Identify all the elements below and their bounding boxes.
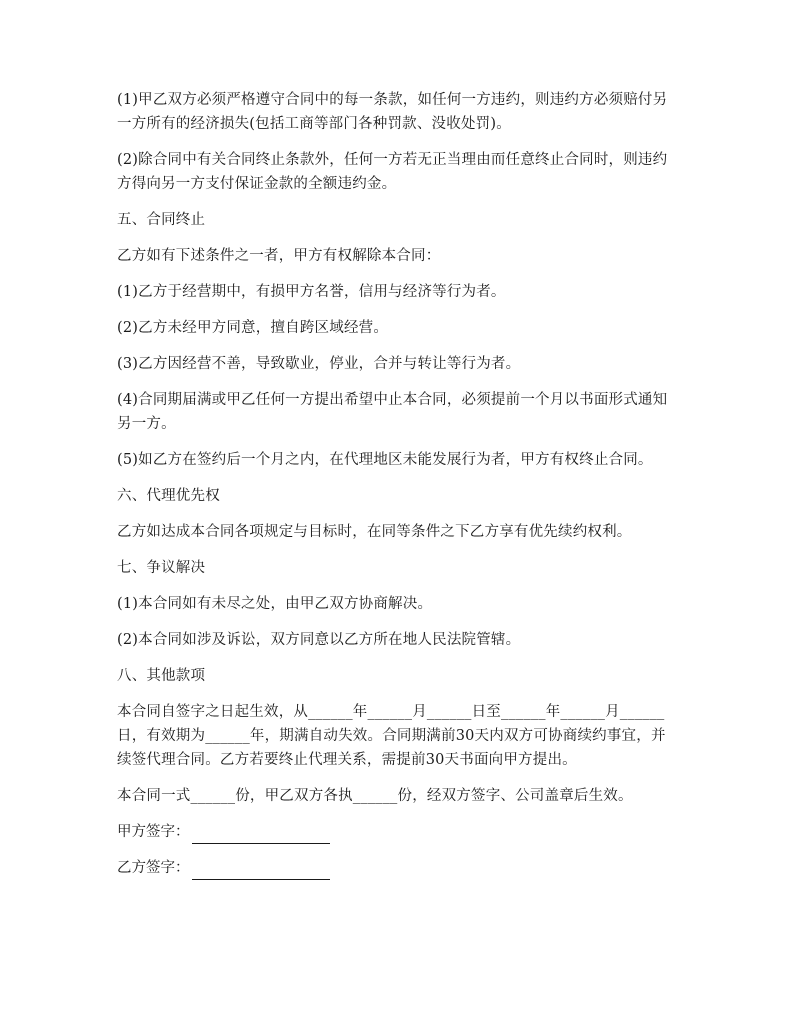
signature-party-b xyxy=(117,856,677,880)
document-body xyxy=(117,88,677,892)
section-heading-termination: 五、合同终止 xyxy=(117,212,206,228)
dispute-item-1: (1)本合同如有未尽之处，由甲乙双方协商解决。 xyxy=(117,596,433,612)
section-heading-priority: 六、代理优先权 xyxy=(117,488,220,504)
termination-item-4: (4)合同期届满或甲乙任何一方提出希望中止本合同，必须提前一个月以书面形式通知另一方。 xyxy=(117,392,668,432)
signature-party-a xyxy=(117,820,677,844)
termination-item-3: (3)乙方因经营不善，导致歇业，停业，合并与转让等行为者。 xyxy=(117,356,521,372)
signature-party-b-label: 乙方签字： xyxy=(117,860,190,876)
termination-item-1: (1)乙方于经营期中，有损甲方名誉，信用与经济等行为者。 xyxy=(117,284,506,300)
section-heading-dispute: 七、争议解决 xyxy=(117,560,206,576)
dispute-item-2: (2)本合同如涉及诉讼，双方同意以乙方所在地人民法院管辖。 xyxy=(117,632,521,648)
clause-breach-1: (1)甲乙双方必须严格遵守合同中的每一条款，如任何一方违约，则违约方必须赔付另一方所有的经济损失(包括工商等部门各种罚款、没收处罚)。 xyxy=(117,92,668,132)
clause-breach-2: (2)除合同中有关合同终止条款外，任何一方若无正当理由而任意终止合同时，则违约方得向另一方支付保证金款的全额违约金。 xyxy=(117,152,668,192)
section-heading-other: 八、其他款项 xyxy=(117,668,206,684)
signature-party-a-label: 甲方签字： xyxy=(117,824,190,840)
termination-item-2: (2)乙方未经甲方同意，擅自跨区域经营。 xyxy=(117,320,389,336)
termination-item-5: (5)如乙方在签约后一个月之内，在代理地区未能发展行为者，甲方有权终止合同。 xyxy=(117,452,653,468)
termination-intro: 乙方如有下述条件之一者，甲方有权解除本合同： xyxy=(117,248,441,264)
signature-party-a-line xyxy=(192,827,330,844)
other-copies-clause: 本合同一式______份，甲乙双方各执______份，经双方签字、公司盖章后生效。 xyxy=(117,788,633,804)
other-validity-clause: 本合同自签字之日起生效，从______年______月______日至______年______月______日，有效期为______年，期满自动失效。合同期满前30天内双方可协商续约事宜，并续签代理合同。乙方若要终止代理关系，需提前30天书面向甲方提出。 xyxy=(117,704,666,768)
signature-party-b-line xyxy=(192,863,330,880)
priority-clause: 乙方如达成本合同各项规定与目标时，在同等条件之下乙方享有优先续约权利。 xyxy=(117,524,632,540)
